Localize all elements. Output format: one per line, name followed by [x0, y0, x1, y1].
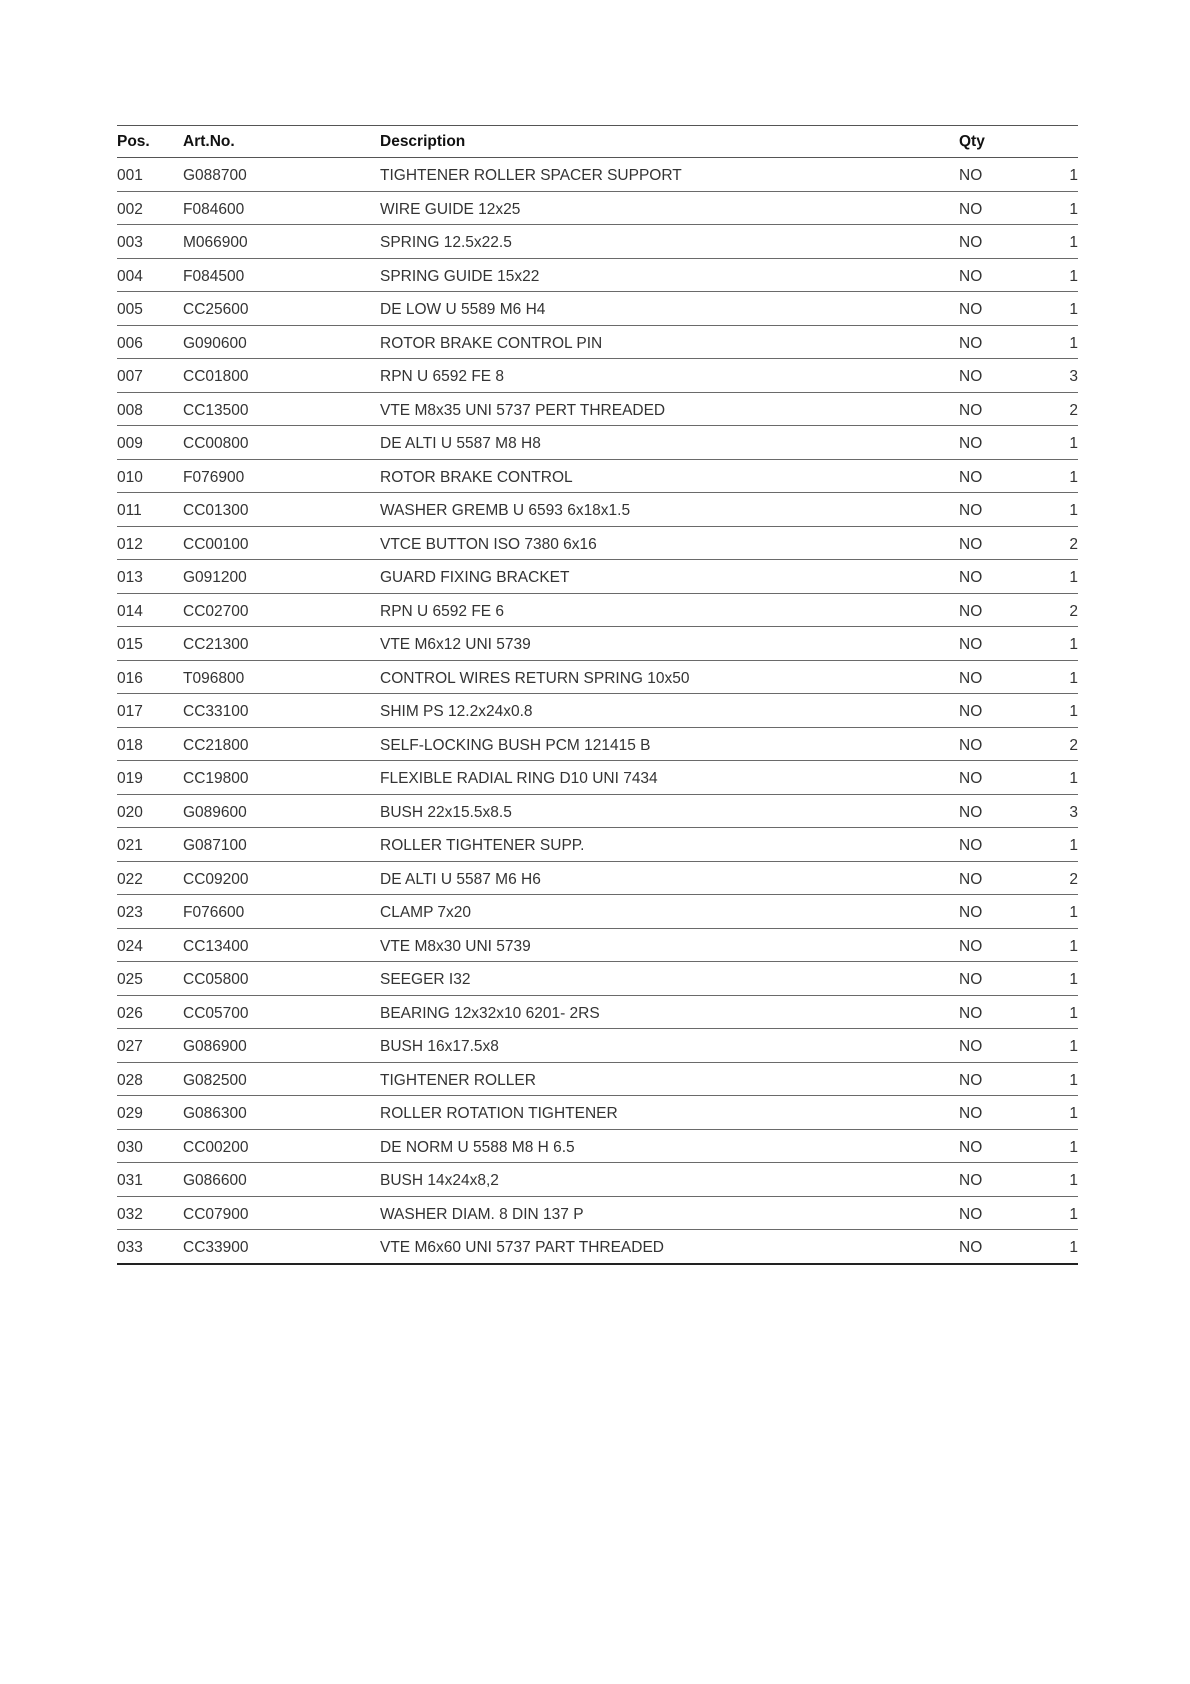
table-row: [117, 1163, 1078, 1197]
cell-pos: 003: [117, 225, 183, 259]
cell-description: BUSH 16x17.5x8: [380, 1029, 959, 1063]
cell-unit: NO: [959, 1029, 1039, 1063]
cell-art-no: M066900: [183, 225, 380, 259]
cell-description: FLEXIBLE RADIAL RING D10 UNI 7434: [380, 761, 959, 795]
cell-description: WASHER GREMB U 6593 6x18x1.5: [380, 493, 959, 527]
cell-pos: 028: [117, 1062, 183, 1096]
cell-pos: 014: [117, 593, 183, 627]
table-row: [117, 459, 1078, 493]
cell-pos: 030: [117, 1129, 183, 1163]
cell-qty: 2: [1039, 727, 1078, 761]
header-qty-value: [1039, 126, 1078, 158]
cell-unit: NO: [959, 526, 1039, 560]
table-row: [117, 995, 1078, 1029]
cell-art-no: F076600: [183, 895, 380, 929]
cell-unit: NO: [959, 761, 1039, 795]
table-row: [117, 660, 1078, 694]
cell-description: VTCE BUTTON ISO 7380 6x16: [380, 526, 959, 560]
cell-art-no: CC07900: [183, 1196, 380, 1230]
cell-description: VTE M6x60 UNI 5737 PART THREADED: [380, 1230, 959, 1264]
cell-pos: 002: [117, 191, 183, 225]
cell-qty: 1: [1039, 225, 1078, 259]
cell-unit: NO: [959, 225, 1039, 259]
cell-pos: 017: [117, 694, 183, 728]
cell-description: DE ALTI U 5587 M8 H8: [380, 426, 959, 460]
cell-unit: NO: [959, 1163, 1039, 1197]
table-row: [117, 225, 1078, 259]
cell-qty: 1: [1039, 1129, 1078, 1163]
cell-pos: 022: [117, 861, 183, 895]
cell-description: WIRE GUIDE 12x25: [380, 191, 959, 225]
cell-art-no: G089600: [183, 794, 380, 828]
table-row: [117, 392, 1078, 426]
cell-description: VTE M8x35 UNI 5737 PERT THREADED: [380, 392, 959, 426]
cell-qty: 2: [1039, 593, 1078, 627]
cell-pos: 019: [117, 761, 183, 795]
cell-description: RPN U 6592 FE 6: [380, 593, 959, 627]
cell-art-no: CC01300: [183, 493, 380, 527]
cell-pos: 001: [117, 158, 183, 192]
cell-art-no: CC01800: [183, 359, 380, 393]
cell-pos: 015: [117, 627, 183, 661]
table-row: [117, 258, 1078, 292]
table-row: [117, 1096, 1078, 1130]
cell-description: BEARING 12x32x10 6201- 2RS: [380, 995, 959, 1029]
cell-pos: 027: [117, 1029, 183, 1063]
cell-description: ROLLER TIGHTENER SUPP.: [380, 828, 959, 862]
cell-pos: 011: [117, 493, 183, 527]
cell-qty: 1: [1039, 493, 1078, 527]
cell-qty: 1: [1039, 962, 1078, 996]
cell-description: VTE M6x12 UNI 5739: [380, 627, 959, 661]
cell-unit: NO: [959, 861, 1039, 895]
cell-qty: 1: [1039, 258, 1078, 292]
cell-description: GUARD FIXING BRACKET: [380, 560, 959, 594]
cell-qty: 3: [1039, 359, 1078, 393]
cell-qty: 1: [1039, 1230, 1078, 1264]
cell-description: DE ALTI U 5587 M6 H6: [380, 861, 959, 895]
cell-qty: 1: [1039, 895, 1078, 929]
cell-unit: NO: [959, 962, 1039, 996]
cell-art-no: CC25600: [183, 292, 380, 326]
cell-art-no: F076900: [183, 459, 380, 493]
cell-unit: NO: [959, 426, 1039, 460]
cell-description: WASHER DIAM. 8 DIN 137 P: [380, 1196, 959, 1230]
cell-art-no: CC19800: [183, 761, 380, 795]
header-qty: Qty: [959, 126, 1039, 158]
table-row: [117, 359, 1078, 393]
cell-unit: NO: [959, 593, 1039, 627]
cell-unit: NO: [959, 928, 1039, 962]
cell-description: ROTOR BRAKE CONTROL PIN: [380, 325, 959, 359]
table-row: [117, 560, 1078, 594]
cell-qty: 1: [1039, 325, 1078, 359]
table-row: [117, 1129, 1078, 1163]
table-row: [117, 325, 1078, 359]
cell-pos: 024: [117, 928, 183, 962]
cell-pos: 006: [117, 325, 183, 359]
cell-unit: NO: [959, 1062, 1039, 1096]
cell-art-no: CC00800: [183, 426, 380, 460]
cell-art-no: G087100: [183, 828, 380, 862]
cell-pos: 008: [117, 392, 183, 426]
header-art-no: Art.No.: [183, 126, 380, 158]
cell-description: CLAMP 7x20: [380, 895, 959, 929]
cell-unit: NO: [959, 258, 1039, 292]
cell-unit: NO: [959, 660, 1039, 694]
cell-qty: 1: [1039, 995, 1078, 1029]
cell-pos: 033: [117, 1230, 183, 1264]
cell-qty: 1: [1039, 1029, 1078, 1063]
cell-unit: NO: [959, 459, 1039, 493]
table-row: [117, 426, 1078, 460]
table-row: [117, 794, 1078, 828]
cell-description: VTE M8x30 UNI 5739: [380, 928, 959, 962]
cell-unit: NO: [959, 828, 1039, 862]
cell-pos: 013: [117, 560, 183, 594]
cell-unit: NO: [959, 1230, 1039, 1264]
cell-description: SELF-LOCKING BUSH PCM 121415 B: [380, 727, 959, 761]
cell-unit: NO: [959, 694, 1039, 728]
table-row: [117, 292, 1078, 326]
cell-description: TIGHTENER ROLLER: [380, 1062, 959, 1096]
cell-description: ROLLER ROTATION TIGHTENER: [380, 1096, 959, 1130]
cell-art-no: CC00200: [183, 1129, 380, 1163]
header-row: [117, 126, 1078, 158]
cell-description: ROTOR BRAKE CONTROL: [380, 459, 959, 493]
cell-art-no: G090600: [183, 325, 380, 359]
table-row: [117, 694, 1078, 728]
cell-description: SEEGER I32: [380, 962, 959, 996]
header-pos: Pos.: [117, 126, 183, 158]
cell-art-no: CC00100: [183, 526, 380, 560]
cell-description: CONTROL WIRES RETURN SPRING 10x50: [380, 660, 959, 694]
table-row: [117, 1196, 1078, 1230]
cell-qty: 1: [1039, 761, 1078, 795]
cell-description: RPN U 6592 FE 8: [380, 359, 959, 393]
table-row: [117, 895, 1078, 929]
cell-description: DE NORM U 5588 M8 H 6.5: [380, 1129, 959, 1163]
table-row: [117, 1029, 1078, 1063]
cell-art-no: G088700: [183, 158, 380, 192]
cell-pos: 010: [117, 459, 183, 493]
cell-art-no: CC05700: [183, 995, 380, 1029]
cell-art-no: G082500: [183, 1062, 380, 1096]
cell-qty: 1: [1039, 560, 1078, 594]
table-row: [117, 627, 1078, 661]
cell-unit: NO: [959, 794, 1039, 828]
table-row: [117, 1230, 1078, 1264]
cell-pos: 012: [117, 526, 183, 560]
table-row: [117, 727, 1078, 761]
cell-unit: NO: [959, 191, 1039, 225]
cell-qty: 1: [1039, 660, 1078, 694]
cell-pos: 021: [117, 828, 183, 862]
cell-art-no: CC33900: [183, 1230, 380, 1264]
cell-art-no: CC21300: [183, 627, 380, 661]
cell-art-no: CC13400: [183, 928, 380, 962]
cell-pos: 020: [117, 794, 183, 828]
cell-art-no: G086900: [183, 1029, 380, 1063]
cell-unit: NO: [959, 627, 1039, 661]
table-row: [117, 158, 1078, 192]
cell-unit: NO: [959, 292, 1039, 326]
cell-pos: 032: [117, 1196, 183, 1230]
cell-art-no: CC05800: [183, 962, 380, 996]
cell-qty: 1: [1039, 928, 1078, 962]
cell-art-no: CC33100: [183, 694, 380, 728]
cell-description: SPRING 12.5x22.5: [380, 225, 959, 259]
table-row: [117, 928, 1078, 962]
cell-unit: NO: [959, 359, 1039, 393]
cell-pos: 029: [117, 1096, 183, 1130]
cell-qty: 1: [1039, 459, 1078, 493]
cell-qty: 1: [1039, 426, 1078, 460]
cell-unit: NO: [959, 1129, 1039, 1163]
cell-pos: 025: [117, 962, 183, 996]
table-row: [117, 962, 1078, 996]
cell-pos: 007: [117, 359, 183, 393]
cell-qty: 2: [1039, 861, 1078, 895]
cell-unit: NO: [959, 727, 1039, 761]
cell-art-no: G086600: [183, 1163, 380, 1197]
cell-pos: 005: [117, 292, 183, 326]
cell-unit: NO: [959, 995, 1039, 1029]
cell-qty: 1: [1039, 191, 1078, 225]
header-description: Description: [380, 126, 959, 158]
cell-art-no: F084500: [183, 258, 380, 292]
cell-unit: NO: [959, 895, 1039, 929]
cell-art-no: F084600: [183, 191, 380, 225]
cell-art-no: CC09200: [183, 861, 380, 895]
cell-pos: 031: [117, 1163, 183, 1197]
cell-art-no: CC13500: [183, 392, 380, 426]
table-row: [117, 526, 1078, 560]
cell-unit: NO: [959, 392, 1039, 426]
cell-description: BUSH 14x24x8,2: [380, 1163, 959, 1197]
cell-qty: 3: [1039, 794, 1078, 828]
cell-description: SHIM PS 12.2x24x0.8: [380, 694, 959, 728]
cell-pos: 023: [117, 895, 183, 929]
table-row: [117, 1062, 1078, 1096]
cell-unit: NO: [959, 493, 1039, 527]
table-row: [117, 191, 1078, 225]
cell-pos: 009: [117, 426, 183, 460]
cell-qty: 1: [1039, 694, 1078, 728]
table-row: [117, 493, 1078, 527]
cell-qty: 2: [1039, 526, 1078, 560]
cell-pos: 026: [117, 995, 183, 1029]
cell-unit: NO: [959, 560, 1039, 594]
cell-unit: NO: [959, 325, 1039, 359]
cell-description: BUSH 22x15.5x8.5: [380, 794, 959, 828]
cell-unit: NO: [959, 158, 1039, 192]
table-header: [117, 126, 1078, 158]
cell-art-no: G086300: [183, 1096, 380, 1130]
cell-qty: 1: [1039, 1163, 1078, 1197]
cell-art-no: CC21800: [183, 727, 380, 761]
cell-pos: 018: [117, 727, 183, 761]
cell-qty: 2: [1039, 392, 1078, 426]
cell-qty: 1: [1039, 828, 1078, 862]
table-row: [117, 593, 1078, 627]
table-body: [117, 158, 1078, 1264]
cell-art-no: T096800: [183, 660, 380, 694]
cell-unit: NO: [959, 1096, 1039, 1130]
table-row: [117, 828, 1078, 862]
table-row: [117, 761, 1078, 795]
cell-pos: 016: [117, 660, 183, 694]
cell-qty: 1: [1039, 292, 1078, 326]
cell-qty: 1: [1039, 1196, 1078, 1230]
cell-art-no: G091200: [183, 560, 380, 594]
cell-description: TIGHTENER ROLLER SPACER SUPPORT: [380, 158, 959, 192]
cell-art-no: CC02700: [183, 593, 380, 627]
cell-qty: 1: [1039, 1062, 1078, 1096]
parts-list-table: [117, 125, 1078, 1265]
table-row: [117, 861, 1078, 895]
cell-qty: 1: [1039, 627, 1078, 661]
cell-qty: 1: [1039, 158, 1078, 192]
cell-description: DE LOW U 5589 M6 H4: [380, 292, 959, 326]
cell-description: SPRING GUIDE 15x22: [380, 258, 959, 292]
cell-unit: NO: [959, 1196, 1039, 1230]
cell-qty: 1: [1039, 1096, 1078, 1130]
cell-pos: 004: [117, 258, 183, 292]
